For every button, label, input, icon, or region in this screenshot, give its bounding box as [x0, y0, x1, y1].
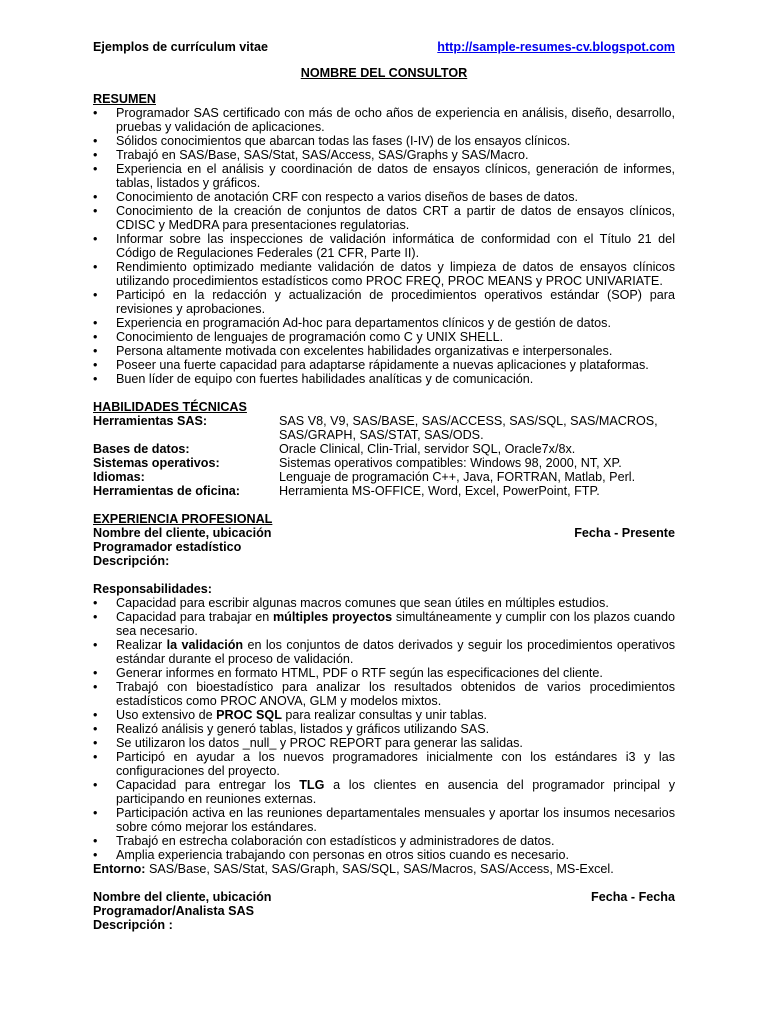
resumen-item: • Sólidos conocimientos que abarcan todas las fases (I-IV) de los ensayos clínicos. [93, 134, 675, 148]
responsibility-text: Capacidad para escribir algunas macros comunes que sean útiles en múltiples estudios. [116, 596, 609, 610]
responsibility-text: Capacidad para trabajar en [116, 610, 273, 624]
resumen-item: • Buen líder de equipo con fuertes habilidades analíticas y de comunicación. [93, 372, 675, 386]
responsibility-text: Generar informes en formato HTML, PDF o RTF según las especificaciones del cliente. [116, 666, 603, 680]
skill-row [93, 414, 675, 442]
job1-date: Fecha - Presente [574, 526, 675, 540]
environment-label: Entorno: [93, 862, 146, 876]
job1-role: Programador estadístico [93, 540, 242, 554]
resumen-item: • Informar sobre las inspecciones de validación informática de conformidad con el Título 21 del Código de Regulaciones Federales (21 CFR, Parte II). [93, 232, 675, 260]
skill-row [93, 442, 675, 456]
skill-label: Herramientas de oficina: [93, 484, 240, 498]
responsibility-item [93, 708, 675, 722]
responsibility-emphasis: la validación [166, 638, 244, 652]
job1-client: Nombre del cliente, ubicación [93, 526, 272, 540]
resumen-heading: RESUMEN [93, 92, 156, 106]
responsibility-item [93, 680, 675, 708]
resumen-item: • Experiencia en el análisis y coordinación de datos de ensayos clínicos, generación de informes, tablas, listados y gráficos. [93, 162, 675, 190]
resumen-item: • Conocimiento de lenguajes de programación como C y UNIX SHELL. [93, 330, 675, 344]
job1-description-label: Descripción: [93, 554, 170, 568]
resumen-item: • Persona altamente motivada con excelentes habilidades organizativas e interpersonales. [93, 344, 675, 358]
resumen-item: • Participó en la redacción y actualización de procedimientos operativos estándar (SOP) para revisiones y aprobaciones. [93, 288, 675, 316]
job2-description-label: Descripción : [93, 918, 173, 932]
responsibility-item [93, 736, 675, 750]
habilidades-heading: HABILIDADES TÉCNICAS [93, 400, 247, 414]
job1-environment [93, 862, 675, 876]
resume-content [93, 40, 675, 932]
responsibility-text: Uso extensivo de [116, 708, 217, 722]
resumen-item: • Conocimiento de anotación CRF con respecto a varios diseños de bases de datos. [93, 190, 675, 204]
responsibility-text: Trabajó en estrecha colaboración con estadísticos y administradores de datos. [116, 834, 555, 848]
responsibility-item [93, 638, 675, 666]
experiencia-heading: EXPERIENCIA PROFESIONAL [93, 512, 273, 526]
resumen-item: • Poseer una fuerte capacidad para adaptarse rápidamente a nuevas aplicaciones y plataformas. [93, 358, 675, 372]
header-title: Ejemplos de currículum vitae [93, 40, 268, 54]
skills-table [93, 414, 675, 498]
resumen-list [93, 106, 675, 386]
responsibility-item [93, 596, 675, 610]
skill-value: Oracle Clinical, Clin-Trial, servidor SQL, Oracle7x/8x. [279, 442, 576, 456]
responsibility-text: Participó en ayudar a los nuevos programadores inicialmente con los estándares i3 y las configuraciones del proyecto. [116, 750, 675, 778]
responsibility-text-rest: en los conjuntos de datos derivados y seguir los procedimientos operativos estándar durante el proceso de validación. [116, 638, 675, 666]
job1-header [93, 526, 675, 540]
skill-label: Sistemas operativos: [93, 456, 220, 470]
responsibility-item [93, 834, 675, 848]
resumen-item: • Conocimiento de la creación de conjuntos de datos CRT a partir de datos de ensayos clínicos, CDISC y MedDRA para presentaciones regulatorias. [93, 204, 675, 232]
responsibility-item [93, 610, 675, 638]
skill-label: Bases de datos: [93, 442, 190, 456]
resumen-item: • Experiencia en programación Ad-hoc para departamentos clínicos y de gestión de datos. [93, 316, 675, 330]
skill-row [93, 484, 675, 498]
responsibility-text: Realizó análisis y generó tablas, listados y gráficos utilizando SAS. [116, 722, 490, 736]
resumen-item: • Programador SAS certificado con más de ocho años de experiencia en análisis, diseño, desarrollo, pruebas y validación de aplicaciones. [93, 106, 675, 134]
responsibility-emphasis: múltiples proyectos [272, 610, 393, 624]
skill-label: Herramientas SAS: [93, 414, 208, 428]
responsibility-emphasis: TLG [299, 778, 325, 792]
skill-row [93, 456, 675, 470]
responsibility-text-rest: para realizar consultas y unir tablas. [281, 708, 487, 722]
resumen-item: • Rendimiento optimizado mediante validación de datos y limpieza de datos de ensayos clínicos utilizando procedimientos estadísticos como PROC FREQ, PROC MEANS y PROC UNIVARIATE. [93, 260, 675, 288]
job2-client: Nombre del cliente, ubicación [93, 890, 272, 904]
job1-responsibilities-heading: Responsabilidades: [93, 582, 212, 596]
job2-role: Programador/Analista SAS [93, 904, 254, 918]
responsibility-item [93, 750, 675, 778]
responsibility-text-rest: a los clientes en ausencia del programador principal y participando en reuniones externas. [116, 778, 675, 806]
responsibility-item [93, 666, 675, 680]
header-link[interactable]: http://sample-resumes-cv.blogspot.com [437, 40, 675, 54]
responsibility-item [93, 848, 675, 862]
responsibility-text-rest: simultáneamente y cumplir con los plazos cuando sea necesario. [116, 610, 675, 638]
responsibility-text: Amplia experiencia trabajando con personas en otros sitios cuando es necesario. [116, 848, 569, 862]
responsibility-emphasis: PROC SQL [216, 708, 282, 722]
skill-label: Idiomas: [93, 470, 145, 484]
responsibility-text: Se utilizaron los datos _null_ y PROC REPORT para generar las salidas. [116, 736, 523, 750]
skill-value: Herramienta MS-OFFICE, Word, Excel, PowerPoint, FTP. [279, 484, 600, 498]
environment-value: SAS/Base, SAS/Stat, SAS/Graph, SAS/SQL, SAS/Macros, SAS/Access, MS-Excel. [145, 862, 614, 876]
resumen-item: • Trabajó en SAS/Base, SAS/Stat, SAS/Access, SAS/Graphs y SAS/Macro. [93, 148, 675, 162]
skill-value: Sistemas operativos compatibles: Windows 98, 2000, NT, XP. [279, 456, 622, 470]
responsibility-item [93, 722, 675, 736]
skill-value: SAS V8, V9, SAS/BASE, SAS/ACCESS, SAS/SQL, SAS/MACROS, SAS/GRAPH, SAS/STAT, SAS/ODS. [279, 414, 658, 442]
consultant-name: NOMBRE DEL CONSULTOR [300, 66, 468, 80]
job2-date: Fecha - Fecha [591, 890, 675, 904]
responsibility-item [93, 778, 675, 806]
job2-header [93, 890, 675, 904]
responsibilities-list [93, 596, 675, 862]
skill-row [93, 470, 675, 484]
responsibility-text: Trabajó con bioestadístico para analizar los resultados obtenidos de varios procedimientos estadísticos como PROC ANOVA, GLM y modelos mixtos. [116, 680, 675, 708]
skill-value: Lenguaje de programación C++, Java, FORTRAN, Matlab, Perl. [279, 470, 636, 484]
page-header [93, 40, 675, 54]
responsibility-text: Participación activa en las reuniones departamentales mensuales y aportar los insumos necesarios sobre cómo mejorar los estándares. [116, 806, 675, 834]
responsibility-item [93, 806, 675, 834]
responsibility-text: Realizar [116, 638, 167, 652]
responsibility-text: Capacidad para entregar los [116, 778, 300, 792]
